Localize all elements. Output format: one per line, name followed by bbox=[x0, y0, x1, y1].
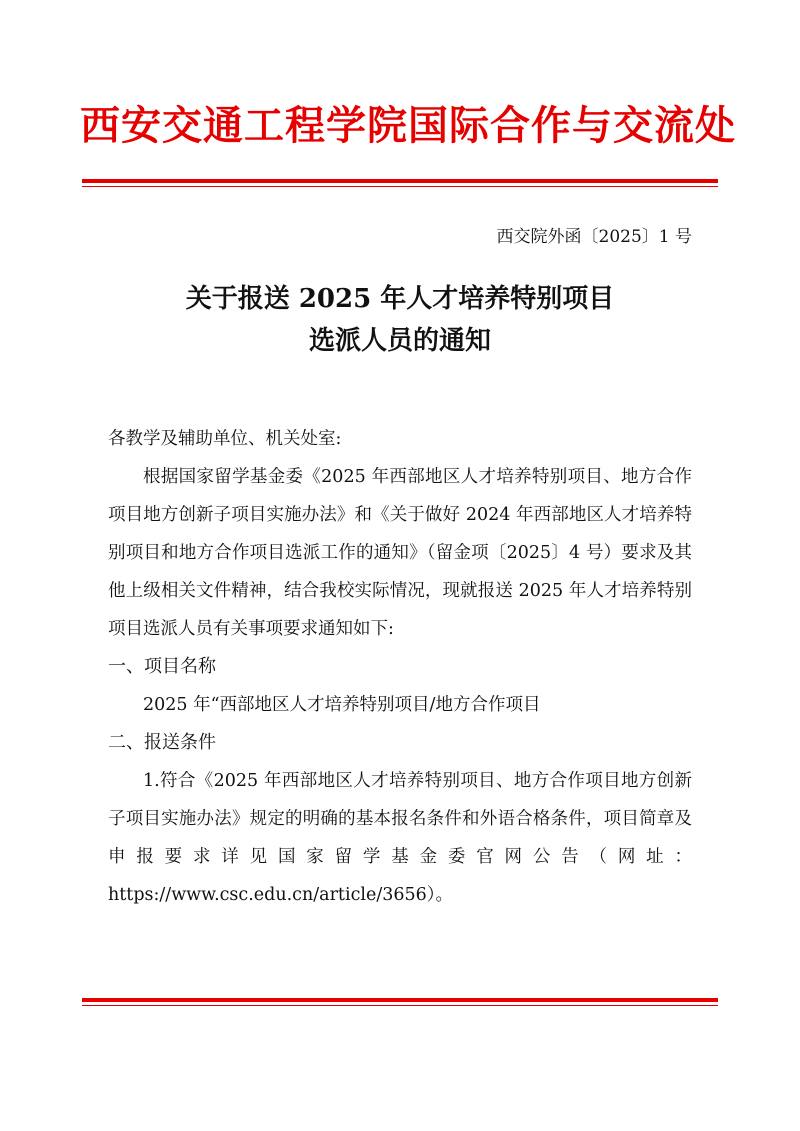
organization-header: 西安交通工程学院国际合作与交流处 bbox=[80, 102, 736, 149]
document-title-line-2: 选派人员的通知 bbox=[308, 326, 491, 356]
footer-red-rule bbox=[82, 998, 718, 1006]
project-name-text: 2025 年“西部地区人才培养特别项目/地方合作项目 bbox=[143, 695, 541, 715]
section-heading-project-name: 一、项目名称 bbox=[108, 656, 216, 677]
document-body bbox=[108, 420, 692, 914]
header-red-rule bbox=[82, 179, 718, 187]
intro-paragraph: 根据国家留学基金委《2025 年西部地区人才培养特别项目、地方合作项目地方创新子项目实施办法》和《关于做好 2024 年西部地区人才培养特别项目和地方合作项目选派工作的通知》（留金项〔2025〕4 号）要求及其他上级相关文件精神，结合我校实际情况，现就报送 2025 年人才培养特别项目选派人员有关事项要求通知如下: bbox=[108, 467, 692, 639]
condition-item-1: 1.符合《2025 年西部地区人才培养特别项目、地方合作项目地方创新子项目实施办法》规定的明确的基本报名条件和外语合格条件，项目简章及申报要求详见国家留学基金委官网公告（网址：https://www.csc.edu.cn/article/3656）。 bbox=[108, 771, 692, 905]
document-title-line-1: 关于报送 2025 年人才培养特别项目 bbox=[185, 284, 615, 314]
document-number: 西交院外函〔2025〕1 号 bbox=[496, 227, 692, 247]
salutation: 各教学及辅助单位、机关处室: bbox=[108, 429, 342, 449]
section-heading-conditions: 二、报送条件 bbox=[108, 732, 216, 753]
document-title bbox=[80, 278, 720, 362]
